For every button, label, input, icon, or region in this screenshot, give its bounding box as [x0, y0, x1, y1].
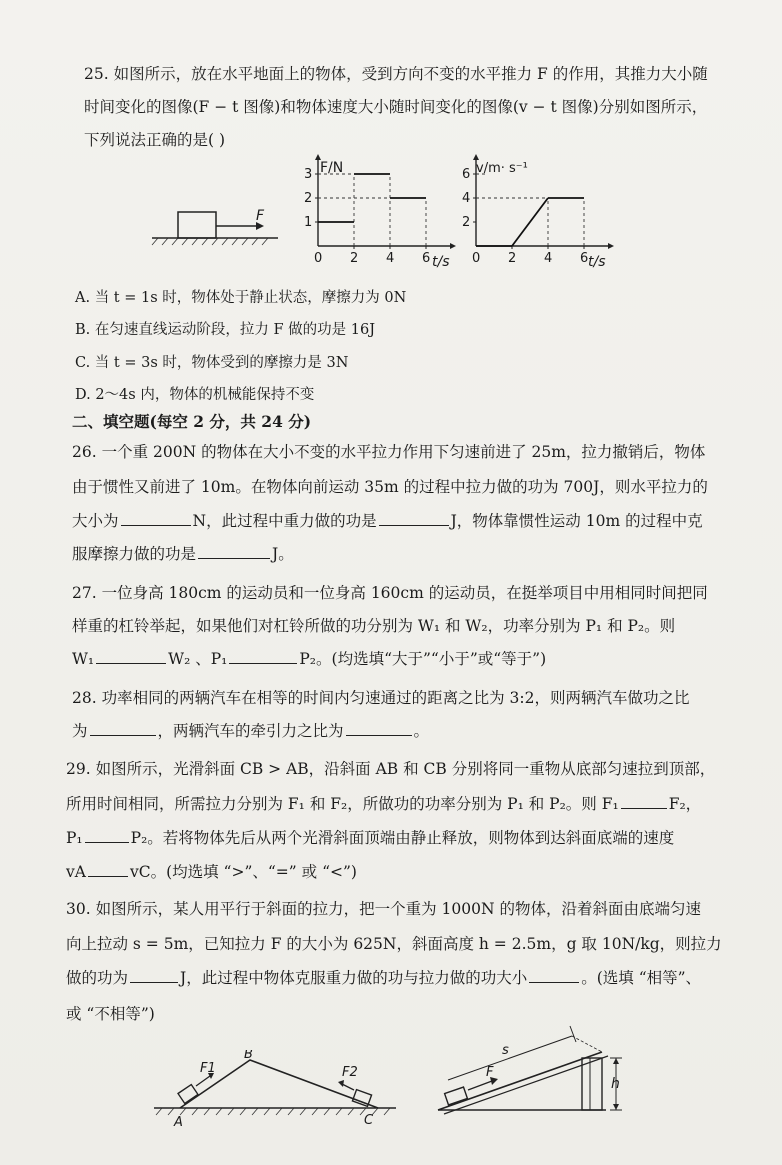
ft-y-tick-label: 1 — [304, 215, 313, 230]
q30-line-3 — [66, 967, 701, 989]
q26-line-3 — [72, 510, 703, 532]
block — [178, 212, 216, 238]
q25-line-3: 下列说法正确的是( ) — [84, 131, 226, 149]
vt-ylabel: v/m· s⁻¹ — [476, 161, 528, 176]
support-post — [582, 1058, 602, 1110]
force-label: F — [256, 208, 265, 224]
answer-blank[interactable] — [529, 968, 579, 983]
q26-text: N，此过程中重力做的功是 — [192, 512, 377, 530]
q26-line-1: 26. 一个重 200N 的物体在大小不变的水平拉力作用下匀速前进了 25m，拉力撤销后，物体 — [72, 443, 706, 461]
v-t-chart — [448, 150, 618, 270]
q30-text: 做的功为 — [66, 969, 129, 987]
q29-line-1: 29. 如图所示，光滑斜面 CB > AB，沿斜面 AB 和 CB 分别将同一重物从底部匀速拉到顶部， — [66, 760, 716, 778]
q28-text: 为 — [72, 722, 88, 740]
ramp-figure — [430, 1018, 640, 1124]
vt-y-tick-label: 2 — [462, 215, 471, 230]
vt-xlabel: t/s — [588, 254, 606, 270]
q26-text: J，物体靠惯性运动 10m 的过程中克 — [450, 512, 703, 530]
q30-text: 。(选填 “相等”、 — [581, 969, 702, 987]
q28-text: 。 — [413, 722, 430, 740]
ground-hatching — [152, 238, 268, 245]
q25-line-1: 25. 如图所示，放在水平地面上的物体，受到方向不变的水平推力 F 的作用，其推力大小随 — [84, 65, 708, 83]
q27-text: W₁ — [72, 650, 95, 668]
ramp-surface — [438, 1052, 602, 1110]
f-t-chart — [290, 150, 460, 270]
q27-text: P₂。(均选填“大于”“小于”或“等于”) — [299, 650, 547, 668]
q29-line-2 — [66, 793, 701, 815]
q28-line-2 — [72, 720, 429, 742]
answer-blank[interactable] — [229, 649, 297, 664]
distance-s-label: s — [502, 1043, 509, 1058]
ground-hatching — [156, 1108, 390, 1115]
ft-ylabel: F/N — [320, 160, 344, 176]
point-b-label: B — [244, 1050, 253, 1062]
q29-text: vC。(均选填 “>”、“=” 或 “<”) — [129, 863, 357, 881]
ft-x-tick-label: 4 — [386, 251, 395, 266]
q27-line-3 — [72, 648, 546, 670]
section-title: 二、填空题(每空 2 分，共 24 分) — [72, 412, 312, 431]
point-c-label: C — [364, 1113, 374, 1128]
q30-line-2: 向上拉动 s = 5m，已知拉力 F 的大小为 625N，斜面高度 h = 2.5m，g 取 10N/kg，则拉力 — [66, 935, 722, 953]
q29-line-3 — [66, 827, 674, 849]
q28-line-1: 28. 功率相同的两辆汽车在相等的时间内匀速通过的距离之比为 3:2，则两辆汽车做功之比 — [72, 689, 690, 707]
f2-label: F2 — [342, 1065, 358, 1080]
block-on-ab — [178, 1085, 198, 1104]
answer-blank[interactable] — [621, 794, 667, 809]
answer-blank[interactable] — [379, 511, 449, 526]
answer-blank[interactable] — [198, 544, 270, 559]
vt-x-tick-label: 2 — [508, 251, 517, 266]
q25-option-a: A. 当 t = 1s 时，物体处于静止状态，摩擦力为 0N — [75, 290, 407, 306]
force-f-label: F — [486, 1065, 494, 1080]
vt-y-tick-label: 6 — [462, 167, 471, 182]
q26-line-4 — [72, 543, 294, 565]
q29-text: 所用时间相同，所需拉力分别为 F₁ 和 F₂，所做功的功率分别为 P₁ 和 P₂。则 F₁ — [66, 795, 619, 813]
answer-blank[interactable] — [121, 511, 191, 526]
q26-text: J。 — [272, 545, 294, 563]
vt-x-tick-label: 4 — [544, 251, 553, 266]
vt-y-arrow — [473, 154, 479, 160]
answer-blank[interactable] — [96, 649, 166, 664]
q25-line-2: 时间变化的图像(F − t 图像)和物体速度大小随时间变化的图像(v − t 图像)分别如图所示， — [84, 98, 708, 116]
q29-text: P₂。若将物体先后从两个光滑斜面顶端由静止释放，则物体到达斜面底端的速度 — [130, 829, 675, 847]
vt-y-tick-label: 4 — [462, 191, 471, 206]
q25-option-c: C. 当 t = 3s 时，物体受到的摩擦力是 3N — [75, 355, 349, 371]
q28-text: ，两辆汽车的牵引力之比为 — [157, 722, 344, 740]
q30-line-1: 30. 如图所示，某人用平行于斜面的拉力，把一个重为 1000N 的物体，沿着斜面由底端匀速 — [66, 900, 701, 918]
incline-ab-cb-figure — [150, 1050, 400, 1130]
ft-x-tick-label: 2 — [350, 251, 359, 266]
answer-blank[interactable] — [85, 828, 129, 843]
vt-x-arrow — [608, 243, 614, 249]
ft-y-tick-label: 3 — [304, 167, 313, 182]
q29-text: P₁ — [66, 829, 83, 847]
vt-x-tick-label: 6 — [580, 251, 589, 266]
q25-option-b: B. 在匀速直线运动阶段，拉力 F 做的功是 16J — [75, 322, 376, 338]
q30-line-4: 或 “不相等”) — [66, 1005, 155, 1023]
q30-text: J，此过程中物体克服重力做的功与拉力做的功大小 — [180, 969, 528, 987]
q25-option-d: D. 2～4s 内，物体的机械能保持不变 — [75, 387, 315, 403]
ft-x-tick-label: 6 — [422, 251, 431, 266]
point-a-label: A — [174, 1115, 183, 1130]
q26-text: 大小为 — [72, 512, 119, 530]
pulled-block — [445, 1087, 468, 1105]
height-h-label: h — [611, 1076, 620, 1092]
vt-x-tick-label: 0 — [472, 251, 481, 266]
q29-text: F₂， — [668, 795, 702, 813]
answer-blank[interactable] — [130, 968, 178, 983]
pushed-block-figure — [150, 200, 280, 250]
vt-series-segment — [512, 198, 548, 246]
q26-text: 服摩擦力做的功是 — [72, 545, 197, 563]
q29-text: vA — [66, 863, 86, 881]
q26-line-2: 由于惯性又前进了 10m。在物体向前运动 35m 的过程中拉力做的功为 700J，则水平拉力的 — [72, 478, 708, 496]
ft-y-tick-label: 2 — [304, 191, 313, 206]
distance-s-marker — [448, 1036, 572, 1080]
block-on-cb — [352, 1090, 371, 1107]
q27-line-1: 27. 一位身高 180cm 的运动员和一位身高 160cm 的运动员，在挺举项目中用相同时间把同 — [72, 584, 708, 602]
q27-line-2: 样重的杠铃举起，如果他们对杠铃所做的功分别为 W₁ 和 W₂，功率分别为 P₁ 和 P₂。则 — [72, 617, 676, 635]
q27-text: W₂ 、P₁ — [168, 650, 228, 668]
q29-line-4 — [66, 861, 357, 883]
ft-xlabel: t/s — [432, 254, 450, 270]
answer-blank[interactable] — [90, 721, 156, 736]
f1-label: F1 — [200, 1061, 216, 1076]
ft-x-tick-label: 0 — [314, 251, 323, 266]
answer-blank[interactable] — [88, 862, 128, 877]
answer-blank[interactable] — [346, 721, 412, 736]
